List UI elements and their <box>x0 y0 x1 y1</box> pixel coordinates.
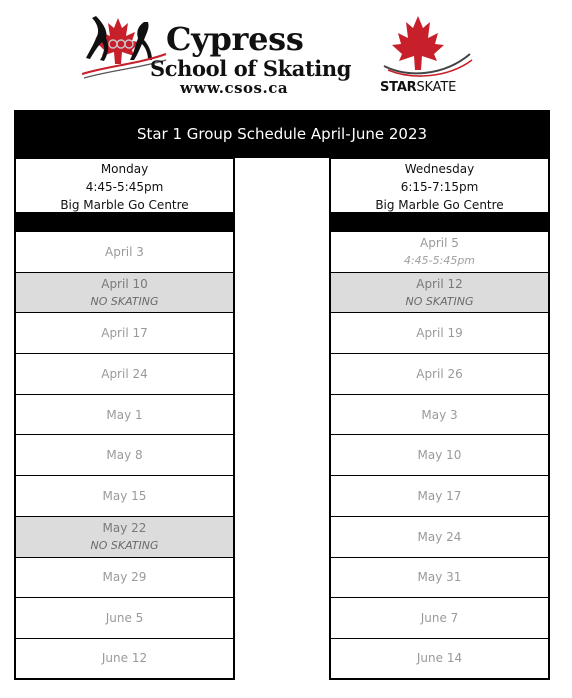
monday-session-row <box>16 517 233 558</box>
session-date: April 24 <box>101 366 148 381</box>
wednesday-session-row <box>331 558 548 599</box>
session-date: May 24 <box>417 529 462 544</box>
wednesday-day: Wednesday <box>404 162 475 176</box>
monday-day: Monday <box>100 162 149 176</box>
monday-time: 4:45-5:45pm <box>85 180 164 194</box>
wednesday-session-list <box>331 232 548 680</box>
wednesday-session-row <box>331 354 548 395</box>
wednesday-divider-bar <box>331 212 548 232</box>
session-date: April 26 <box>416 366 463 381</box>
session-date: May 29 <box>102 570 147 585</box>
starskate-light: SKATE <box>416 80 457 95</box>
session-date: May 3 <box>421 407 458 422</box>
wednesday-session-row <box>331 273 548 314</box>
session-date: May 17 <box>417 488 462 503</box>
session-date: April 3 <box>105 244 144 259</box>
wednesday-location: Big Marble Go Centre <box>375 198 504 212</box>
session-date: April 12 <box>416 277 463 292</box>
wednesday-session-row <box>331 517 548 558</box>
starskate-logo <box>378 14 488 98</box>
monday-session-row <box>16 558 233 599</box>
schedule-title: Star 1 Group Schedule April-June 2023 <box>14 110 550 158</box>
monday-session-row <box>16 313 233 354</box>
monday-session-row <box>16 476 233 517</box>
monday-session-row <box>16 232 233 273</box>
wednesday-session-row <box>331 435 548 476</box>
monday-session-row <box>16 273 233 314</box>
wednesday-session-row <box>331 395 548 436</box>
monday-session-row <box>16 639 233 680</box>
school-subtitle: School of Skating <box>150 56 352 81</box>
monday-session-row <box>16 395 233 436</box>
starskate-bold: STAR <box>380 80 417 95</box>
wednesday-session-row <box>331 232 548 273</box>
monday-header <box>16 158 233 212</box>
monday-location: Big Marble Go Centre <box>60 198 189 212</box>
session-date: June 5 <box>105 611 144 626</box>
session-date: May 15 <box>102 488 147 503</box>
wednesday-session-row <box>331 476 548 517</box>
monday-column <box>14 158 235 680</box>
session-time-note: 4:45-5:45pm <box>403 254 476 268</box>
session-date: May 8 <box>106 448 143 463</box>
monday-session-row <box>16 435 233 476</box>
wednesday-column <box>329 158 550 680</box>
wednesday-session-row <box>331 313 548 354</box>
monday-session-list <box>16 232 233 680</box>
maple-leaf-swoosh-icon <box>378 14 478 80</box>
session-date: May 1 <box>106 407 143 422</box>
session-date: May 31 <box>417 570 462 585</box>
session-date: May 10 <box>417 448 462 463</box>
wednesday-session-row <box>331 639 548 680</box>
monday-session-row <box>16 598 233 639</box>
school-name: Cypress <box>166 20 304 58</box>
starskate-wordmark <box>380 80 456 95</box>
no-skating-note: NO SKATING <box>90 539 159 553</box>
session-date: June 12 <box>101 651 148 666</box>
school-website: www.csos.ca <box>180 79 289 97</box>
session-date: May 22 <box>102 521 147 536</box>
wednesday-time: 6:15-7:15pm <box>400 180 479 194</box>
wednesday-header <box>331 158 548 212</box>
monday-session-row <box>16 354 233 395</box>
session-date: April 5 <box>420 236 459 251</box>
session-date: April 19 <box>416 326 463 341</box>
session-date: April 17 <box>101 326 148 341</box>
monday-divider-bar <box>16 212 233 232</box>
no-skating-note: NO SKATING <box>90 295 159 309</box>
session-date: April 10 <box>101 277 148 292</box>
session-date: June 14 <box>416 651 463 666</box>
cypress-logo <box>78 14 352 98</box>
no-skating-note: NO SKATING <box>405 295 474 309</box>
session-date: June 7 <box>420 611 459 626</box>
wednesday-session-row <box>331 598 548 639</box>
